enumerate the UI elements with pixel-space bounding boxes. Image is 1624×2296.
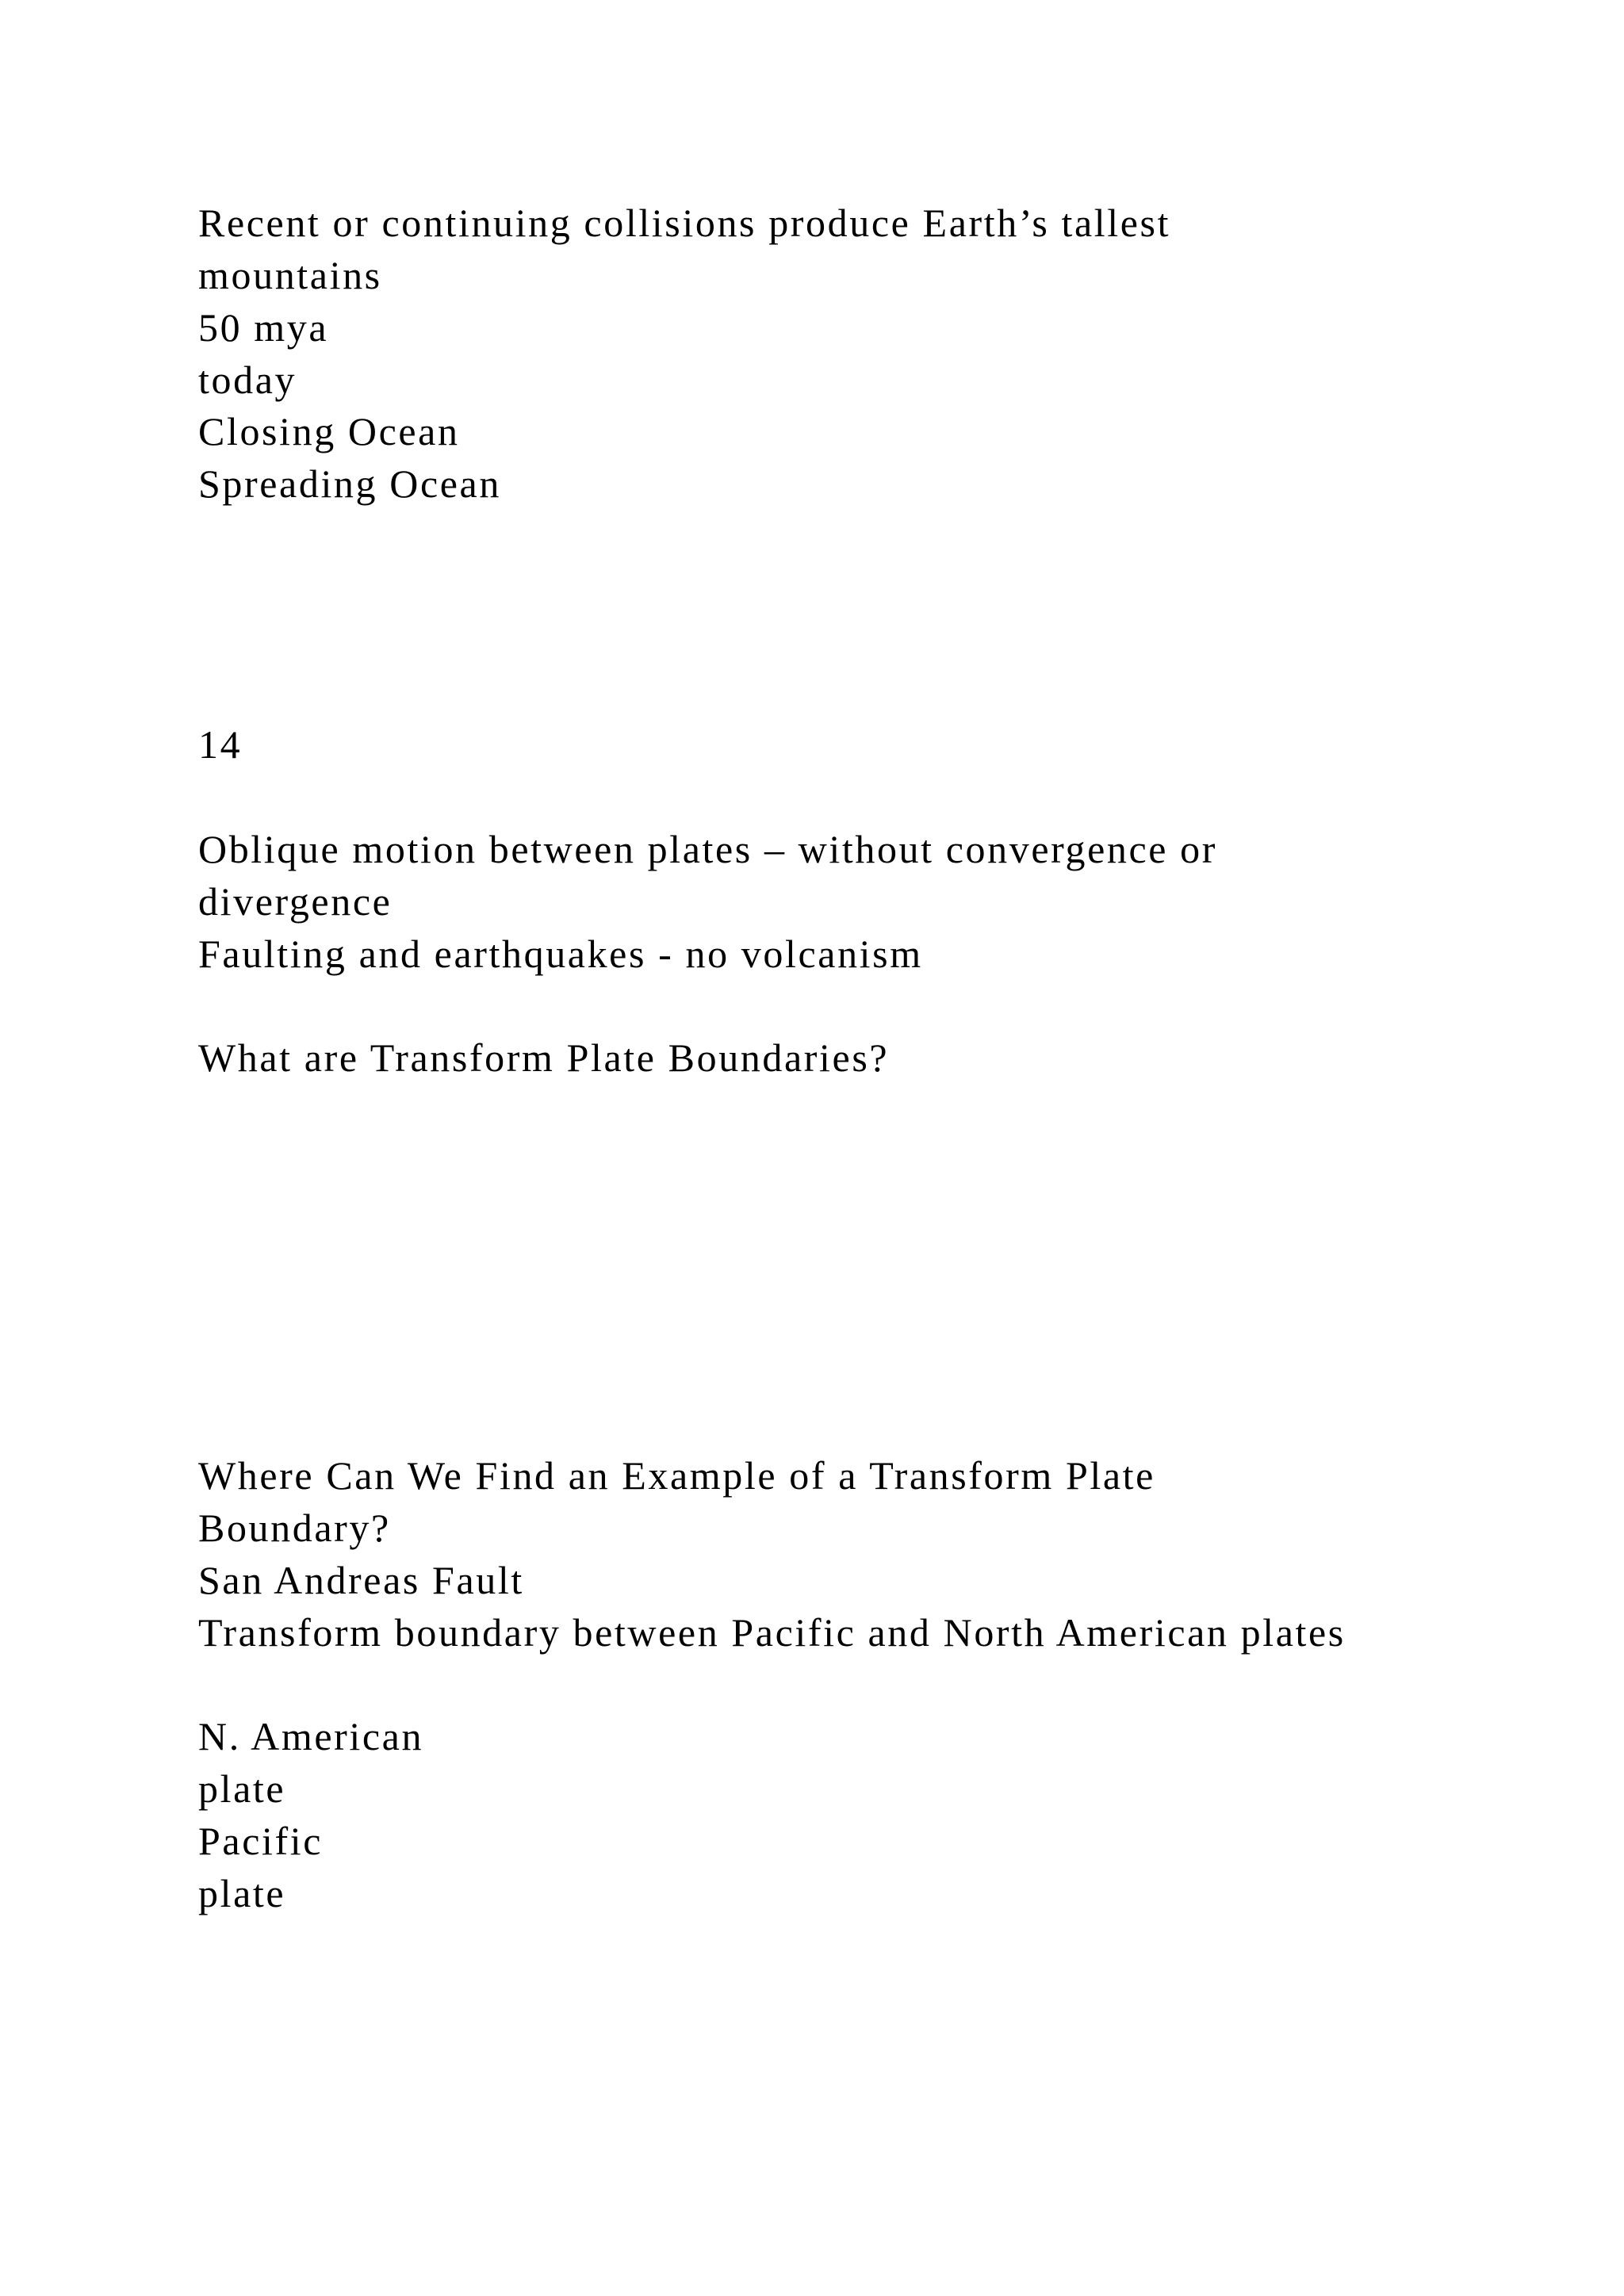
text-line: Transform boundary between Pacific and North American plates	[198, 1610, 1346, 1655]
text-line: Pacific	[198, 1819, 324, 1863]
text-line: today	[198, 358, 297, 402]
text-line: Faulting and earthquakes - no volcanism	[198, 932, 923, 976]
section-heading: What are Transform Plate Boundaries?	[198, 1035, 890, 1080]
text-line: Closing Ocean	[198, 409, 460, 453]
section-heading: Boundary?	[198, 1506, 391, 1550]
text-line: Recent or continuing collisions produce Earth’s tallest	[198, 201, 1171, 245]
text-line: mountains	[198, 253, 382, 297]
text-line: 50 mya	[198, 305, 329, 350]
text-line: Spreading Ocean	[198, 461, 501, 506]
text-line: Oblique motion between plates – without convergence or	[198, 827, 1218, 871]
text-line: San Andreas Fault	[198, 1558, 524, 1602]
section-heading: Where Can We Find an Example of a Transform Plate	[198, 1453, 1155, 1498]
text-line: plate	[198, 1871, 286, 1915]
text-line: N. American	[198, 1714, 424, 1758]
text-line: plate	[198, 1766, 286, 1811]
text-line: divergence	[198, 879, 393, 924]
page-number: 14	[198, 722, 243, 767]
